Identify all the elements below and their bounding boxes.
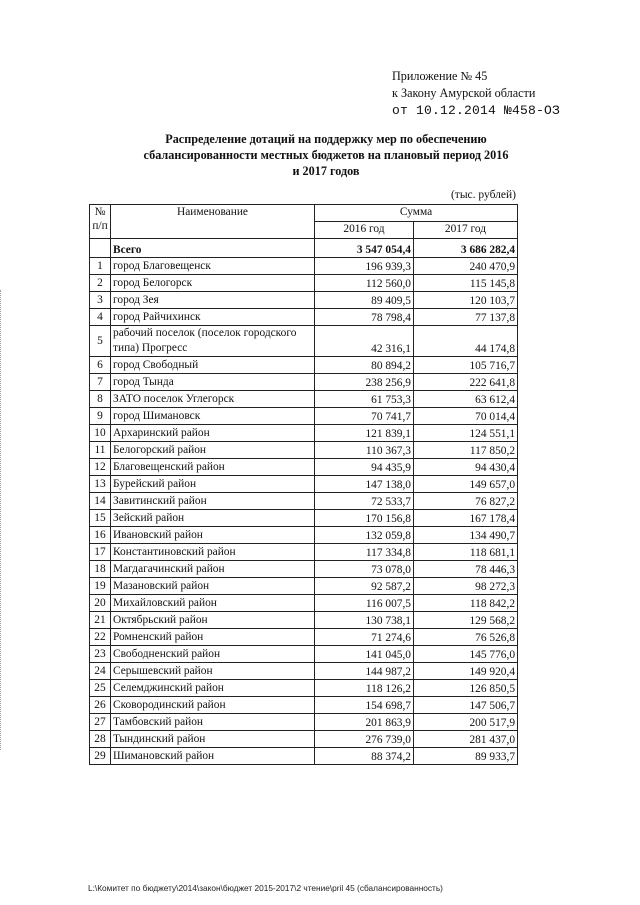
row-name: Ромненский район [111,629,315,646]
table-row [90,527,518,544]
row-2016: 276 739,0 [315,731,414,748]
row-2016: 61 753,3 [315,391,414,408]
row-2016: 72 533,7 [315,493,414,510]
subsidy-table [89,204,518,765]
document-title: Распределение дотаций на поддержку мер по обеспечению сбалансированности местных бюджетов на плановый период 2016 и 2017 годов [143,132,509,178]
table-row [90,595,518,612]
table-row [90,292,518,309]
row-2016: 80 894,2 [315,357,414,374]
row-name: Тындинский район [111,731,315,748]
row-number: 1 [90,258,111,275]
row-2016: 121 839,1 [315,425,414,442]
row-number: 19 [90,578,111,595]
table-row [90,326,518,357]
row-name: город Тында [111,374,315,391]
appendix-number: Приложение № 45 [392,69,488,83]
row-number: 4 [90,309,111,326]
row-2016: 89 409,5 [315,292,414,309]
header-number [90,205,111,239]
appendix-law: к Закону Амурской области [392,86,536,100]
table-row [90,476,518,493]
row-name: Михайловский район [111,595,315,612]
row-2016: 201 863,9 [315,714,414,731]
row-2016: 112 560,0 [315,275,414,292]
row-number: 5 [90,326,111,357]
total-label: Всего [111,239,315,258]
row-number: 3 [90,292,111,309]
row-number: 17 [90,544,111,561]
table-row [90,510,518,527]
row-name: рабочий поселок (поселок городского типа) Прогресс [111,326,315,357]
total-2016: 3 547 054,4 [315,239,414,258]
row-2016: 94 435,9 [315,459,414,476]
row-2016: 71 274,6 [315,629,414,646]
table-row [90,731,518,748]
table-row [90,442,518,459]
table-row [90,612,518,629]
row-2017: 44 174,8 [414,326,518,357]
table-row [90,544,518,561]
table-row [90,425,518,442]
header-sum: Сумма [315,205,518,222]
row-2017: 149 657,0 [414,476,518,493]
row-name: Магдагачинский район [111,561,315,578]
row-2016: 117 334,8 [315,544,414,561]
header-year-2016: 2016 год [315,222,414,239]
row-name: Зейский район [111,510,315,527]
row-2017: 134 490,7 [414,527,518,544]
header-year-2017: 2017 год [414,222,518,239]
row-2016: 42 316,1 [315,326,414,357]
row-2016: 141 045,0 [315,646,414,663]
row-2017: 70 014,4 [414,408,518,425]
row-number: 24 [90,663,111,680]
row-2017: 200 517,9 [414,714,518,731]
table-row [90,408,518,425]
row-number: 29 [90,748,111,765]
total-2017: 3 686 282,4 [414,239,518,258]
row-2016: 88 374,2 [315,748,414,765]
row-number: 7 [90,374,111,391]
header-number-sign: № [94,206,106,218]
row-2017: 118 681,1 [414,544,518,561]
table-row [90,646,518,663]
file-path-footer: L:\Комитет по бюджету\2014\закон\бюджет 2015-2017\2 чтение\pril 45 (сбалансированность) [88,883,443,893]
row-number: 11 [90,442,111,459]
row-2017: 89 933,7 [414,748,518,765]
row-number: 12 [90,459,111,476]
row-name: Селемджинский район [111,680,315,697]
row-2016: 92 587,2 [315,578,414,595]
row-name: город Благовещенск [111,258,315,275]
row-number: 10 [90,425,111,442]
row-2017: 126 850,5 [414,680,518,697]
table-row [90,748,518,765]
row-number: 9 [90,408,111,425]
total-row [90,239,518,258]
row-number: 23 [90,646,111,663]
row-number: 26 [90,697,111,714]
table-row [90,663,518,680]
row-number: 20 [90,595,111,612]
table-row [90,374,518,391]
table-row [90,561,518,578]
units-label: (тыс. рублей) [450,189,516,201]
row-2017: 145 776,0 [414,646,518,663]
header-name: Наименование [111,205,315,239]
total-num-cell [90,239,111,258]
row-name: город Зея [111,292,315,309]
row-2016: 144 987,2 [315,663,414,680]
row-name: Завитинский район [111,493,315,510]
table-row [90,714,518,731]
table-row [90,680,518,697]
row-2016: 238 256,9 [315,374,414,391]
table-row [90,391,518,408]
row-name: Серышевский район [111,663,315,680]
row-2017: 149 920,4 [414,663,518,680]
table-row [90,357,518,374]
row-2017: 105 716,7 [414,357,518,374]
row-number: 18 [90,561,111,578]
row-2016: 110 367,3 [315,442,414,459]
row-name: Бурейский район [111,476,315,493]
scan-edge-mark [0,290,2,750]
row-2016: 73 078,0 [315,561,414,578]
row-2016: 130 738,1 [315,612,414,629]
table-row [90,629,518,646]
row-name: ЗАТО поселок Углегорск [111,391,315,408]
row-2017: 118 842,2 [414,595,518,612]
row-name: Мазановский район [111,578,315,595]
row-2017: 167 178,4 [414,510,518,527]
row-number: 15 [90,510,111,527]
row-2016: 132 059,8 [315,527,414,544]
row-2017: 124 551,1 [414,425,518,442]
row-2016: 70 741,7 [315,408,414,425]
row-number: 8 [90,391,111,408]
row-2016: 116 007,5 [315,595,414,612]
row-number: 22 [90,629,111,646]
row-2017: 77 137,8 [414,309,518,326]
row-2017: 147 506,7 [414,697,518,714]
table-row [90,309,518,326]
row-2016: 147 138,0 [315,476,414,493]
row-name: Архаринский район [111,425,315,442]
row-name: Белогорский район [111,442,315,459]
table-row [90,697,518,714]
row-name: Благовещенский район [111,459,315,476]
row-2017: 120 103,7 [414,292,518,309]
row-name: город Шимановск [111,408,315,425]
appendix-block [392,68,592,119]
table-row [90,459,518,476]
row-2016: 170 156,8 [315,510,414,527]
row-2016: 154 698,7 [315,697,414,714]
row-2017: 117 850,2 [414,442,518,459]
row-2017: 240 470,9 [414,258,518,275]
row-2017: 98 272,3 [414,578,518,595]
row-name: город Райчихинск [111,309,315,326]
row-2017: 63 612,4 [414,391,518,408]
header-number-abbr: п/п [92,220,108,232]
row-name: Свободненский район [111,646,315,663]
row-2017: 94 430,4 [414,459,518,476]
row-number: 21 [90,612,111,629]
row-name: Ивановский район [111,527,315,544]
table-row [90,578,518,595]
row-2017: 129 568,2 [414,612,518,629]
row-number: 13 [90,476,111,493]
table-row [90,493,518,510]
row-number: 25 [90,680,111,697]
row-2016: 196 939,3 [315,258,414,275]
table-row [90,275,518,292]
row-name: Шимановский район [111,748,315,765]
row-number: 27 [90,714,111,731]
row-number: 16 [90,527,111,544]
row-2017: 76 827,2 [414,493,518,510]
row-name: Константиновский район [111,544,315,561]
row-2017: 281 437,0 [414,731,518,748]
row-2016: 78 798,4 [315,309,414,326]
row-2017: 222 641,8 [414,374,518,391]
row-name: Сковородинский район [111,697,315,714]
appendix-date: от 10.12.2014 №458-ОЗ [392,103,561,118]
row-number: 6 [90,357,111,374]
table-row [90,258,518,275]
row-2017: 115 145,8 [414,275,518,292]
row-name: город Свободный [111,357,315,374]
row-2017: 78 446,3 [414,561,518,578]
row-number: 28 [90,731,111,748]
row-number: 2 [90,275,111,292]
row-2016: 118 126,2 [315,680,414,697]
row-number: 14 [90,493,111,510]
row-2017: 76 526,8 [414,629,518,646]
row-name: город Белогорск [111,275,315,292]
row-name: Октябрьский район [111,612,315,629]
row-name: Тамбовский район [111,714,315,731]
